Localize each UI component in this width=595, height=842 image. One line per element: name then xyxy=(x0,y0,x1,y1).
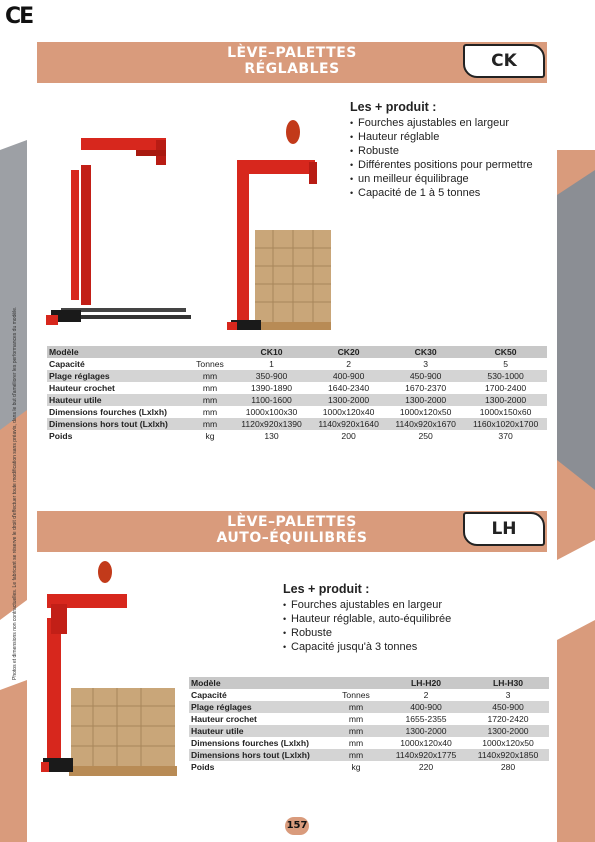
table-row xyxy=(47,394,547,406)
value-cell: 1000x100x30 xyxy=(245,407,298,417)
ce-mark: CE xyxy=(5,4,33,29)
table-header-cell: CK30 xyxy=(414,347,437,357)
section-lh-features-list xyxy=(283,598,503,654)
unit-cell: Tonnes xyxy=(342,690,370,700)
section-lh-features-title: Les + produit : xyxy=(283,582,370,596)
table-row xyxy=(47,430,547,442)
section-lh-spec-table xyxy=(189,677,549,773)
bg-salmon-bottom xyxy=(0,680,27,842)
value-cell: 1655-2355 xyxy=(405,714,447,724)
value-cell: 450-900 xyxy=(492,702,524,712)
row-label-cell: Poids xyxy=(191,762,215,772)
table-header-cell: CK10 xyxy=(260,347,283,357)
row-label-cell: Capacité xyxy=(191,690,227,700)
section-lh-features xyxy=(283,582,503,654)
section-lh-title-line1: LÈVE–PALETTES xyxy=(227,514,357,530)
row-label-cell: Poids xyxy=(49,431,73,441)
table-row xyxy=(189,749,549,761)
section-ck xyxy=(27,30,557,485)
unit-cell: mm xyxy=(202,383,218,393)
table-header-cell: LH-H20 xyxy=(410,678,442,688)
feature-item: • Fourches ajustables en largeur xyxy=(350,116,550,130)
unit-cell: mm xyxy=(202,419,218,429)
value-cell: 1160x1020x1700 xyxy=(472,419,539,429)
table-header-cell: CK50 xyxy=(494,347,517,357)
section-ck-spec-table xyxy=(47,346,547,442)
feature-item-continuation: • un meilleur équilibrage xyxy=(350,172,550,186)
value-cell: 280 xyxy=(500,762,516,772)
unit-cell: mm xyxy=(202,395,218,405)
value-cell: 1000x120x40 xyxy=(400,738,452,748)
lh-loaded-lifter xyxy=(41,561,177,776)
table-row xyxy=(189,701,549,713)
section-ck-title-line2: RÉGLABLES xyxy=(244,61,340,77)
section-lh-title-line2: AUTO–ÉQUILIBRÉS xyxy=(216,530,368,546)
value-cell: 1 xyxy=(269,359,274,369)
table-row xyxy=(189,725,549,737)
ck-empty-lifter xyxy=(46,138,191,325)
feature-item: • Hauteur réglable xyxy=(350,130,550,144)
value-cell: 1700-2400 xyxy=(485,383,527,393)
unit-cell: kg xyxy=(205,431,215,441)
bg-grey-right xyxy=(557,170,595,490)
feature-item: • Fourches ajustables en largeur xyxy=(283,598,503,612)
value-cell: 1120x920x1390 xyxy=(241,419,302,429)
row-label-cell: Capacité xyxy=(49,359,85,369)
legal-note xyxy=(12,120,22,680)
row-label-cell: Dimensions hors tout (Lxlxh) xyxy=(191,750,310,760)
legal-note-text: Photos et dimensions non contractuelles. Le fabricant se réserve le droit d'effectuer toute modification sans préavis, dans le but d'améliorer les performances du modèle. xyxy=(12,306,18,680)
row-label-cell: Hauteur utile xyxy=(49,395,102,405)
unit-cell: Tonnes xyxy=(196,359,224,369)
value-cell: 1140x920x1640 xyxy=(318,419,379,429)
section-lh xyxy=(27,500,557,810)
value-cell: 1140x920x1670 xyxy=(395,419,456,429)
feature-item: • Différentes positions pour permettre xyxy=(350,158,550,172)
unit-cell: mm xyxy=(348,726,364,736)
value-cell: 2 xyxy=(423,690,429,700)
row-label-cell: Plage réglages xyxy=(191,702,252,712)
value-cell: 400-900 xyxy=(332,371,365,381)
value-cell: 1300-2000 xyxy=(485,395,527,405)
section-ck-code-tag: CK xyxy=(463,44,545,78)
unit-cell: mm xyxy=(348,714,364,724)
value-cell: 1000x120x40 xyxy=(322,407,375,417)
row-label-cell: Dimensions hors tout (Lxlxh) xyxy=(49,419,168,429)
value-cell: 1670-2370 xyxy=(405,383,447,393)
value-cell: 130 xyxy=(264,431,279,441)
value-cell: 2 xyxy=(346,359,351,369)
feature-item: • Hauteur réglable, auto-équilibrée xyxy=(283,612,503,626)
value-cell: 1140x920x1775 xyxy=(395,750,457,760)
row-label-cell: Hauteur crochet xyxy=(49,383,115,393)
feature-item: • Robuste xyxy=(350,144,550,158)
value-cell: 1100-1600 xyxy=(251,395,292,405)
table-row xyxy=(189,737,549,749)
bg-salmon-bottom-right xyxy=(557,620,595,842)
unit-cell: mm xyxy=(348,750,364,760)
value-cell: 1300-2000 xyxy=(405,726,447,736)
table-header-row xyxy=(47,346,547,358)
value-cell: 1300-2000 xyxy=(328,395,370,405)
value-cell: 1300-2000 xyxy=(405,395,447,405)
table-row xyxy=(47,358,547,370)
value-cell: 1140x920x1850 xyxy=(477,750,539,760)
value-cell: 1720-2420 xyxy=(487,714,529,724)
value-cell: 450-900 xyxy=(409,371,442,381)
value-cell: 1300-2000 xyxy=(487,726,529,736)
value-cell: 1000x150x60 xyxy=(479,407,532,417)
value-cell: 1390-1890 xyxy=(250,383,293,393)
value-cell: 530-1000 xyxy=(487,371,524,381)
value-cell: 350-900 xyxy=(255,371,288,381)
table-row xyxy=(189,713,549,725)
ck-loaded-lifter xyxy=(227,120,331,330)
section-ck-features-title: Les + produit : xyxy=(350,100,437,114)
section-ck-features-list xyxy=(350,116,550,200)
row-label-cell: Hauteur crochet xyxy=(191,714,257,724)
row-label-cell: Plage réglages xyxy=(49,371,110,381)
feature-item: • Capacité jusqu'à 3 tonnes xyxy=(283,640,503,654)
section-lh-code-tag: LH xyxy=(463,512,545,546)
value-cell: 370 xyxy=(498,431,513,441)
table-header-cell: Modèle xyxy=(49,347,79,357)
table-header-cell: Modèle xyxy=(191,678,221,688)
table-header-cell: LH-H30 xyxy=(492,678,524,688)
value-cell: 220 xyxy=(418,762,434,772)
row-label-cell: Dimensions fourches (Lxlxh) xyxy=(191,738,309,748)
table-header-cell: CK20 xyxy=(337,347,360,357)
table-row xyxy=(47,418,547,430)
table-header-row xyxy=(189,677,549,689)
value-cell: 1000x120x50 xyxy=(399,407,452,417)
value-cell: 400-900 xyxy=(410,702,442,712)
value-cell: 3 xyxy=(505,690,511,700)
value-cell: 3 xyxy=(423,359,429,369)
unit-cell: mm xyxy=(348,702,364,712)
feature-item: • Robuste xyxy=(283,626,503,640)
value-cell: 1000x120x50 xyxy=(482,738,534,748)
value-cell: 200 xyxy=(341,431,356,441)
row-label-cell: Hauteur utile xyxy=(191,726,244,736)
table-row xyxy=(189,689,549,701)
page-number: 157 xyxy=(285,817,309,835)
table-row xyxy=(47,406,547,418)
section-ck-features xyxy=(350,100,550,200)
table-row xyxy=(47,370,547,382)
table-header-cell xyxy=(327,677,385,689)
section-ck-title-line1: LÈVE–PALETTES xyxy=(227,45,357,61)
lh-product-photo xyxy=(41,558,201,780)
unit-cell: mm xyxy=(202,371,218,381)
table-row xyxy=(189,761,549,773)
table-row xyxy=(47,382,547,394)
value-cell: 1640-2340 xyxy=(328,383,370,393)
value-cell: 5 xyxy=(503,359,508,369)
unit-cell: kg xyxy=(351,762,361,772)
row-label-cell: Dimensions fourches (Lxlxh) xyxy=(49,407,167,417)
table-header-cell xyxy=(187,346,233,358)
ck-product-photo xyxy=(41,110,331,330)
unit-cell: mm xyxy=(202,407,218,417)
feature-item: • Capacité de 1 à 5 tonnes xyxy=(350,186,550,200)
value-cell: 250 xyxy=(418,431,433,441)
unit-cell: mm xyxy=(348,738,364,748)
